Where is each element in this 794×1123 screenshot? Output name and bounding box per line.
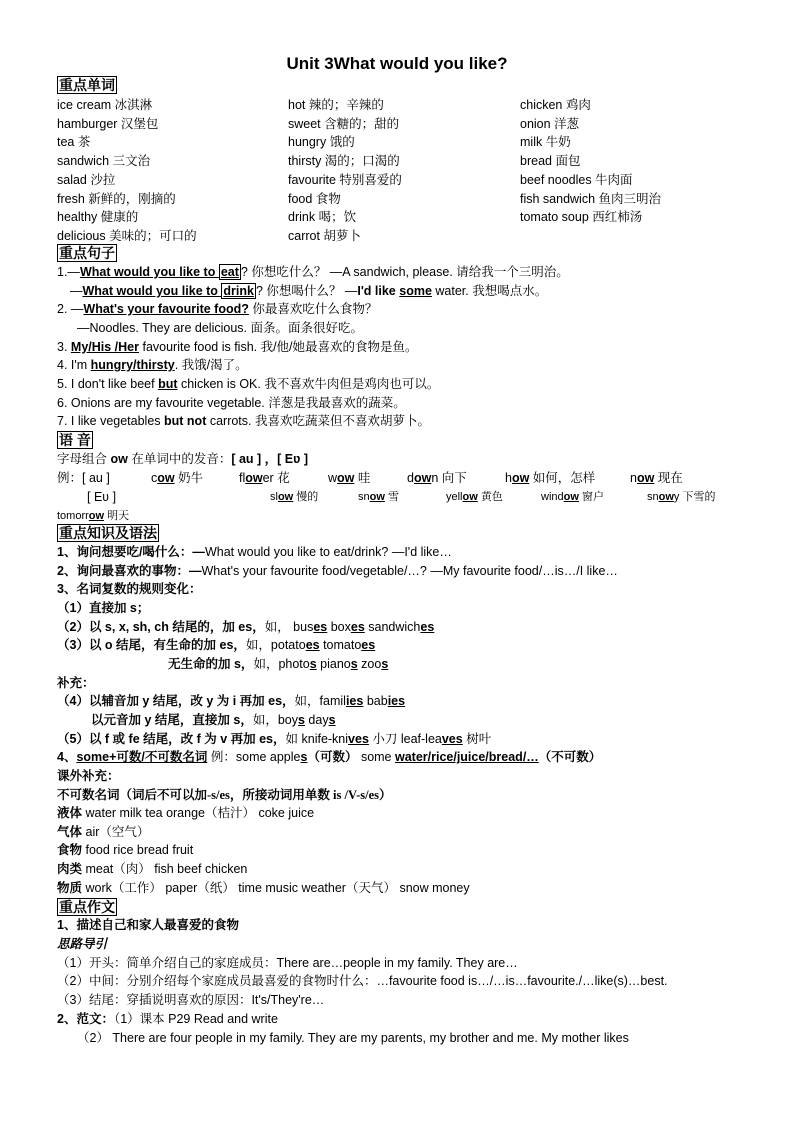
vocab-entry: salad 沙拉 <box>57 172 116 187</box>
phonics-example <box>358 488 399 506</box>
vocab-entry: hot 辣的；辛辣的 <box>288 98 384 112</box>
writing-guide-label: 思路导引 <box>57 937 108 951</box>
grammar-plural-2: （2）以 s, x, sh, ch 结尾的，加 es，如， buses boxes sandwiches <box>57 620 435 634</box>
uncountable-row <box>57 879 470 897</box>
phonics-gloss: 现在 <box>654 471 683 485</box>
vocab-row <box>57 151 757 170</box>
sentence-3: 3. My/His /Her favourite food is fish. 我/他/她最喜欢的食物是鱼。 <box>57 340 418 354</box>
phonics-gloss: 奶牛 <box>174 471 204 485</box>
writing-guide-3: （3）结尾：穿插说明喜欢的原因：It's/They're… <box>57 993 325 1007</box>
vocab-row <box>57 189 757 208</box>
grammar-2: 2、询问最喜欢的事物：—What's your favourite food/vegetable/…? —My favourite food/…is…/I like… <box>57 564 618 578</box>
writing-sample-heading: 2、范文：（1）课本 P29 Read and write <box>57 1012 278 1026</box>
phonics-ow: ow <box>369 491 385 503</box>
extra-heading: 课外补充： <box>57 769 120 783</box>
uncountable-category: 肉类 <box>57 862 83 877</box>
vocab-row <box>57 207 757 226</box>
phonics-stem: h <box>505 471 512 485</box>
vocab-row <box>57 132 757 151</box>
phonics-stem: w <box>328 471 338 485</box>
vocab-entry: bread 面包 <box>520 154 581 169</box>
grammar-plural-3: （3）以 o 结尾，有生命的加 es，如，potatoes tomatoes <box>57 638 376 652</box>
grammar-plural-4b: 以元音加 y 结尾，直接加 s，如，boys days <box>91 713 336 727</box>
vocab-entry: chicken 鸡肉 <box>520 98 591 112</box>
vocab-entry: tomato soup 西红柿汤 <box>520 210 643 225</box>
phonics-example-tomorrow: tomorrow 明天 <box>57 510 130 522</box>
phonics-stem: yell <box>446 491 463 503</box>
phonics-stem: wind <box>541 491 564 503</box>
grammar-plural-3b: 无生命的加 s，如，photos pianos zoos <box>168 657 389 671</box>
phonics-stem: sl <box>270 491 278 503</box>
phonics-gloss: er 花 <box>262 471 290 485</box>
sentence-1b: —What would you like to drink ? 你想喝什么？ —I'd like some water. 我想喝点水。 <box>70 284 548 298</box>
vocab-entry: food 食物 <box>288 191 341 206</box>
phonics-gloss: 雪 <box>384 491 399 503</box>
grammar-supplement: 补充： <box>57 676 95 690</box>
vocab-row <box>57 114 757 133</box>
phonics-gloss: 如何，怎样 <box>529 471 596 485</box>
phonics-stem: fl <box>239 471 246 485</box>
sentence-2: 2. —What's your favourite food? 你最喜欢吃什么食物？ <box>57 302 378 316</box>
phonics-eu-label: [ Eʋ ] <box>87 490 117 504</box>
vocab-entry: thirsty 渴的；口渴的 <box>288 154 400 169</box>
uncountable-category: 液体 <box>57 806 83 820</box>
vocab-entry: drink 喝；饮 <box>288 210 357 225</box>
sentence-6: 6. Onions are my favourite vegetable. 洋葱是我最喜欢的蔬菜。 <box>57 396 406 410</box>
grammar-1: 1、询问想要吃/喝什么：—What would you like to eat/drink? —I'd like… <box>57 545 452 559</box>
sentence-7: 7. I like vegetables but not carrots. 我喜欢吃蔬菜但不喜欢胡萝卜。 <box>57 414 430 428</box>
sentence-4: 4. I'm hungry/thirsty. 我饿/渴了。 <box>57 358 248 372</box>
grammar-3: 3、名词复数的规则变化： <box>57 582 202 596</box>
phonics-example <box>328 469 370 487</box>
phonics-example <box>446 488 503 506</box>
section-heading-phonics: 语 音 <box>59 432 91 448</box>
section-heading-sentences: 重点句子 <box>59 245 115 261</box>
vocab-entry: favourite 特别喜爱的 <box>288 172 402 187</box>
uncountable-row <box>57 823 149 841</box>
phonics-stem: sn <box>358 491 370 503</box>
vocab-entry: milk 牛奶 <box>520 135 571 150</box>
phonics-example <box>239 469 290 487</box>
phonics-gloss: 窗户 <box>578 491 604 503</box>
phonics-example <box>541 488 604 506</box>
phonics-ow: ow <box>413 471 432 485</box>
vocab-entry: delicious 美味的；可口的 <box>57 228 197 243</box>
phonics-example <box>407 469 467 487</box>
uncountable-category: 食物 <box>57 843 83 858</box>
vocab-entry: healthy 健康的 <box>57 210 139 225</box>
grammar-plural-4: （4）以辅音加 y 结尾，改 y 为 i 再加 es，如，families babies <box>57 694 406 708</box>
uncountable-row <box>57 841 193 859</box>
vocab-entry: hamburger 汉堡包 <box>57 116 159 131</box>
sentence-2b: —Noodles. They are delicious. 面条。面条很好吃。 <box>77 321 363 335</box>
vocab-entry: fresh 新鲜的，刚摘的 <box>57 191 176 206</box>
phonics-ow: ow <box>658 491 674 503</box>
vocab-entry: onion 洋葱 <box>520 116 580 131</box>
phonics-example <box>270 488 318 506</box>
phonics-gloss: n 向下 <box>431 471 467 485</box>
vocab-entry: sandwich 三文治 <box>57 154 151 169</box>
phonics-gloss: 哇 <box>354 471 371 485</box>
phonics-au-label: 例：[ au ] <box>57 471 110 485</box>
phonics-ow: ow <box>462 491 478 503</box>
vocab-entry: tea 茶 <box>57 135 91 150</box>
phonics-gloss: y 下雪的 <box>673 491 716 503</box>
phonics-example <box>151 469 203 487</box>
page-title: Unit 3What would you like? <box>286 54 508 73</box>
vocab-entry: carrot 胡萝卜 <box>288 228 361 243</box>
phonics-stem: n <box>630 471 637 485</box>
phonics-example <box>630 469 683 487</box>
uncountable-category: 气体 <box>57 824 83 839</box>
phonics-example <box>505 469 595 487</box>
vocab-row <box>57 95 757 114</box>
phonics-rule: 字母组合 ow 在单词中的发音：[ au ] ，[ Eʋ ] <box>57 452 309 466</box>
vocab-row <box>57 226 757 245</box>
sentence-1: 1.—What would you like to eat ? 你想吃什么？ —A sandwich, please. 请给我一个三明治。 <box>57 265 569 279</box>
phonics-ow: ow <box>511 471 530 485</box>
sentence-5: 5. I don't like beef but chicken is OK. 我不喜欢牛肉但是鸡肉也可以。 <box>57 377 440 391</box>
phonics-ow: ow <box>563 491 579 503</box>
uncountable-words: food rice bread fruit <box>82 843 194 858</box>
section-heading-grammar: 重点知识及语法 <box>59 525 157 541</box>
phonics-stem: d <box>407 471 414 485</box>
phonics-stem: c <box>151 471 158 485</box>
uncountable-row <box>57 860 247 878</box>
uncountable-row <box>57 804 314 822</box>
writing-guide-1: （1）开头：简单介绍自己的家庭成员：There are…people in my family. They are… <box>57 956 518 970</box>
vocab-entry: hungry 饿的 <box>288 135 355 150</box>
phonics-example <box>647 488 715 506</box>
phonics-gloss: 慢的 <box>293 491 319 503</box>
vocab-entry: sweet 含糖的；甜的 <box>288 116 400 131</box>
vocab-entry: beef noodles 牛肉面 <box>520 172 633 187</box>
uncountable-words: meat（肉） fish beef chicken <box>82 862 248 877</box>
writing-guide-2: （2）中间：分别介绍每个家庭成员最喜爱的食物时什么：…favourite food is…/…is…favourite./…like(s)…best. <box>57 974 668 988</box>
phonics-ow: ow <box>245 471 263 485</box>
vocab-row <box>57 170 757 189</box>
section-heading-writing: 重点作文 <box>59 899 115 915</box>
section-heading-vocab: 重点单词 <box>59 77 115 93</box>
grammar-plural-1: （1）直接加 s； <box>57 601 150 615</box>
grammar-plural-5: （5）以 f 或 fe 结尾，改 f 为 v 再加 es，如 knife-knives 小刀 leaf-leaves 树叶 <box>57 732 492 746</box>
phonics-ow: ow <box>157 471 175 485</box>
uncountable-words: work（工作） paper（纸） time music weather（天气） snow money <box>82 880 470 895</box>
phonics-ow: ow <box>636 471 655 485</box>
uncountable-words: air（空气） <box>82 824 150 839</box>
vocab-entry: ice cream 冰淇淋 <box>57 98 153 112</box>
uncountable-words: water milk tea orange（桔汁） coke juice <box>82 806 315 820</box>
writing-sample-text: （2） There are four people in my family. They are my parents, my brother and me. My mother likes <box>77 1031 629 1045</box>
phonics-stem: sn <box>647 491 659 503</box>
phonics-ow: ow <box>277 491 294 503</box>
phonics-ow: ow <box>337 471 355 485</box>
uncountable-category: 物质 <box>57 880 83 895</box>
vocab-entry: fish sandwich 鱼肉三明治 <box>520 191 662 206</box>
writing-task-1: 1、描述自己和家人最喜爱的食物 <box>57 918 239 932</box>
phonics-gloss: 黄色 <box>477 491 503 503</box>
uncountable-rule: 不可数名词（词后不可以加-s/es，所接动词用单数 is /V-s/es） <box>57 788 392 802</box>
grammar-4: 4、some+可数/不可数名词 例：some apples（可数） some water/rice/juice/bread/…（不可数） <box>57 750 602 764</box>
